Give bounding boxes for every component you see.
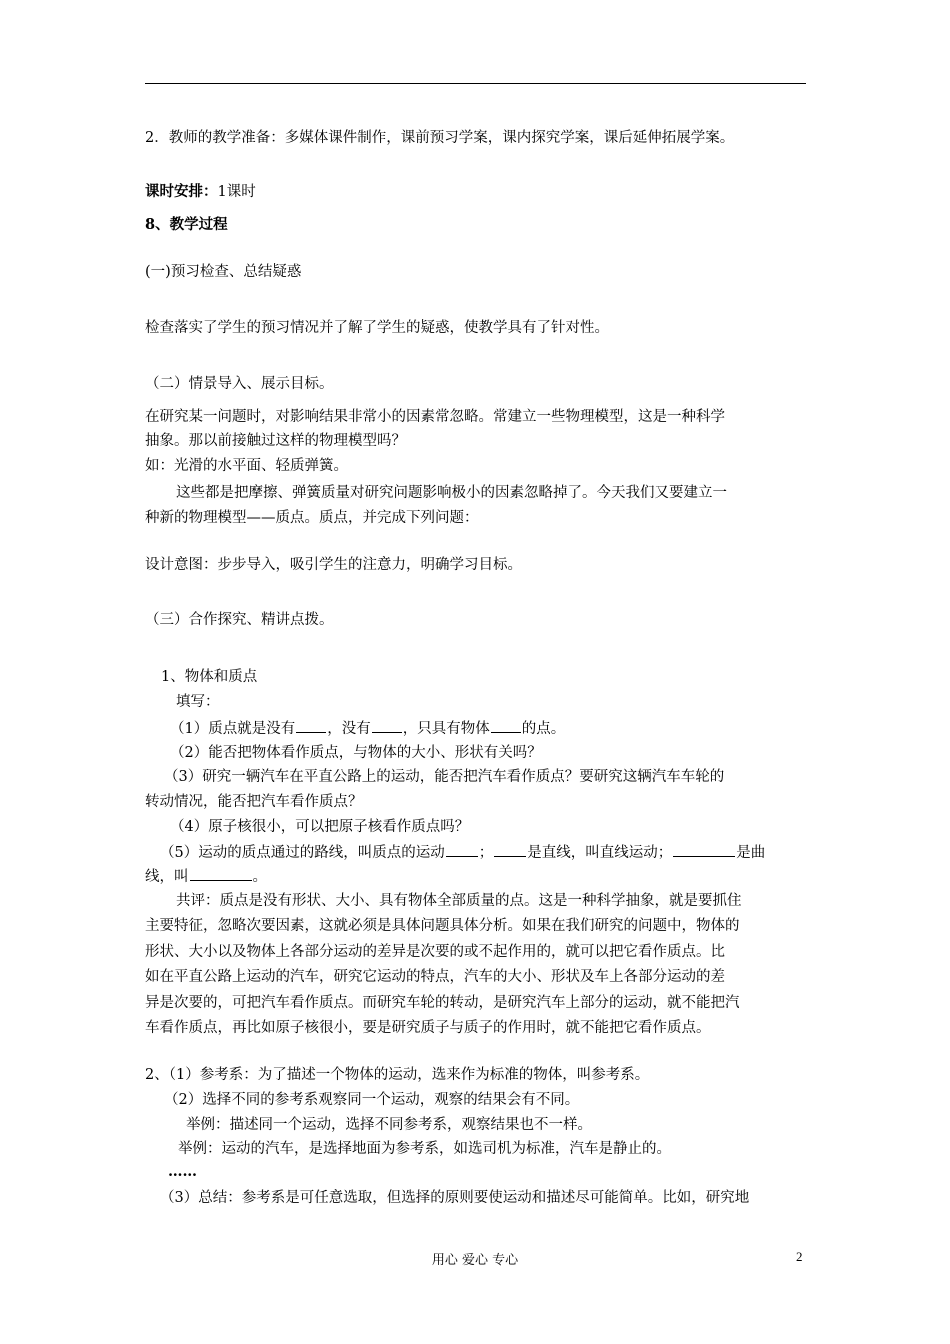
text-line: 设计意图：步步导入，吸引学生的注意力，明确学习目标。 [145,557,522,573]
lesson-time-label: 课时安排： [145,183,218,200]
fill-in-question [145,866,267,887]
lesson-time-value: 1课时 [217,184,256,200]
text-line: （4）原子核很小，可以把原子核看作质点吗？ [170,819,470,835]
text-line: 在研究某一问题时，对影响结果非常小的因素常忽略。常建立一些物理模型，这是一种科学 [145,409,725,425]
item-heading: 2、（1）参考系：为了描述一个物体的运动，选来作为标准的物体，叫参考系。 [145,1067,650,1083]
header-rule [145,83,806,84]
text-line: 共评：质点是没有形状、大小、具有物体全部质量的点。这是一种科学抽象，就是要抓住 [176,893,742,909]
text-line: 形状、大小以及物体上各部分运动的差异是次要的或不起作用的，就可以把它看作质点。比 [145,944,725,960]
text-segment: 线，叫 [145,869,189,885]
text-segment: ，没有 [327,721,371,737]
text-line: 2．教师的教学准备：多媒体课件制作，课前预习学案，课内探究学案，课后延伸拓展学案。 [145,130,735,146]
text-line: 举例：描述同一个运动，选择不同参考系，观察结果也不一样。 [186,1117,592,1133]
text-line: 种新的物理模型——质点。质点，并完成下列问题： [145,510,479,526]
blank-line [494,842,526,857]
fill-in-question [160,842,765,863]
blank-line [446,842,478,857]
blank-line [190,866,252,881]
fill-in-question [170,718,565,739]
text-line: （3）研究一辆汽车在平直公路上的运动，能否把汽车看作质点？要研究这辆汽车车轮的 [164,769,725,785]
text-line: （3）总结：参考系是可任意选取，但选择的原则要使运动和描述尽可能简单。比如，研究地 [160,1190,750,1206]
lesson-time-line [145,182,256,202]
text-line: 转动情况，能否把汽车看作质点？ [145,794,363,810]
text-line: 填写： [176,694,220,710]
text-segment: ，只具有物体 [402,721,490,737]
text-segment: 是直线，叫直线运动； [527,845,673,861]
text-line: 这些都是把摩擦、弹簧质量对研究问题影响极小的因素忽略掉了。今天我们又要建立一 [176,485,727,501]
section-heading: 8、教学过程 [145,216,228,233]
text-line: 异是次要的，可把汽车看作质点。而研究车轮的转动，是研究汽车上部分的运动，就不能把汽 [145,995,740,1011]
blank-line [372,718,402,733]
subsection-heading: （二）情景导入、展示目标。 [145,376,334,392]
ellipsis: …… [168,1163,197,1180]
text-segment: ； [478,845,494,861]
text-segment: （5）运动的质点通过的路线，叫质点的运动 [160,845,445,861]
text-line: 车看作质点，再比如原子核很小，要是研究质子与质子的作用时，就不能把它看作质点。 [145,1020,711,1036]
text-segment: （1）质点就是没有 [170,721,296,737]
page-footer: 用心 爱心 专心 [431,1253,519,1268]
text-line: （2）能否把物体看作质点，与物体的大小、形状有关吗？ [170,745,542,761]
text-segment: 。 [252,869,267,885]
subsection-heading: （三）合作探究、精讲点拨。 [145,612,334,628]
text-line: 主要特征，忽略次要因素，这就必须是具体问题具体分析。如果在我们研究的问题中，物体的 [145,918,740,934]
text-segment: 是曲 [736,845,766,861]
text-line: 检查落实了学生的预习情况并了解了学生的疑惑，使教学具有了针对性。 [145,320,609,336]
text-line: 抽象。那以前接触过这样的物理模型吗？ [145,433,406,449]
text-line: 举例：运动的汽车，是选择地面为参考系，如选司机为标准，汽车是静止的。 [178,1141,671,1157]
subsection-heading: (一)预习检查、总结疑惑 [145,264,302,280]
blank-line [296,718,326,733]
text-segment: 的点。 [521,721,566,737]
text-line: （2）选择不同的参考系观察同一个运动，观察的结果会有不同。 [164,1092,580,1108]
text-line: 如：光滑的水平面、轻质弹簧。 [145,458,348,474]
text-line: 如在平直公路上运动的汽车，研究它运动的特点，汽车的大小、形状及车上各部分运动的差 [145,969,725,985]
blank-line [491,718,521,733]
item-heading: 1、物体和质点 [161,669,258,685]
page-number: 2 [796,1249,803,1264]
blank-line [673,842,735,857]
